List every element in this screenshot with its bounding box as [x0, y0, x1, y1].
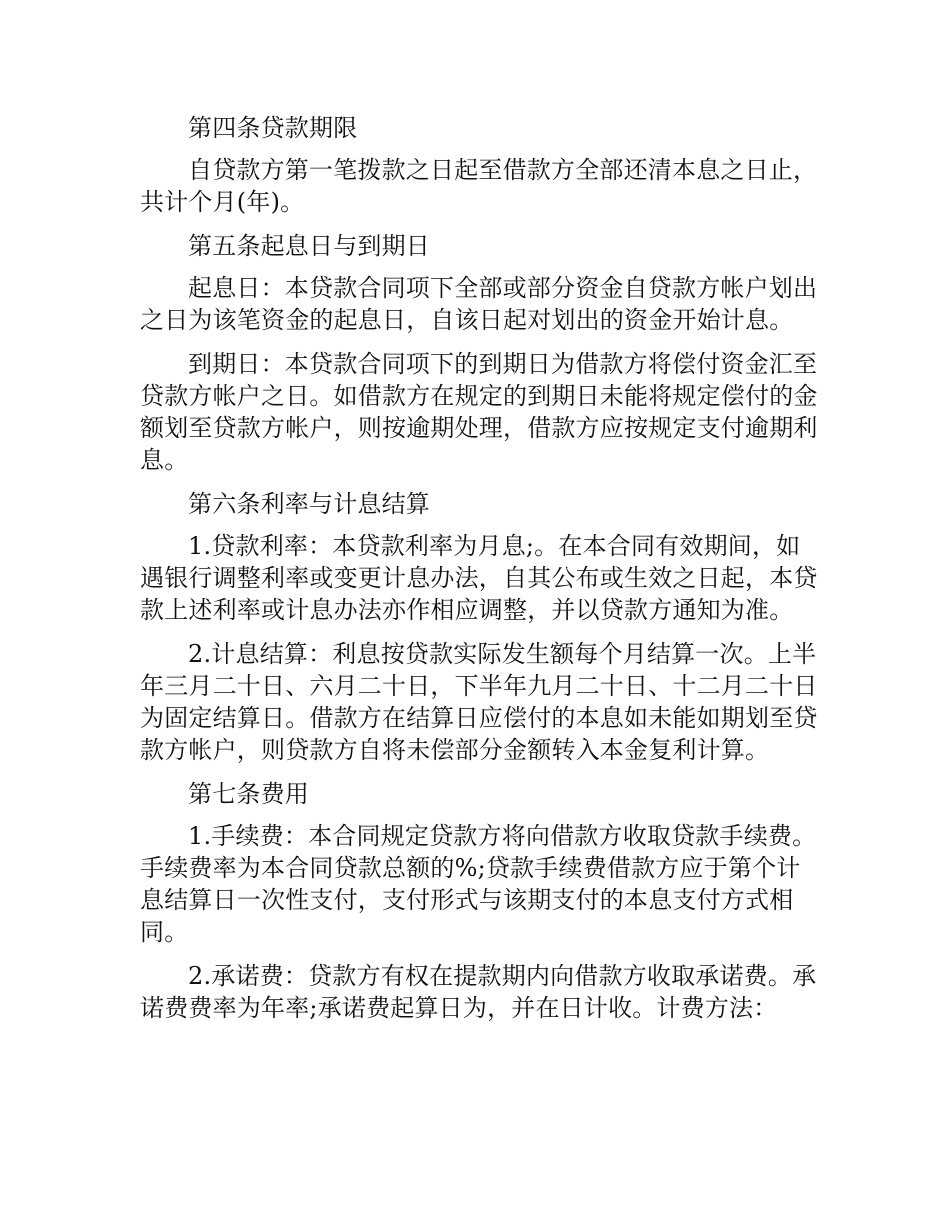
article-7-handling-fee: 1.手续费：本合同规定贷款方将向借款方收取贷款手续费。手续费率为本合同贷款总额的%;贷款手续费借款方应于第个计息结算日一次性支付，支付形式与该期支付的本息支付方式相同。: [140, 822, 817, 946]
article-5-title: 第五条起息日与到期日: [188, 232, 430, 260]
article-6-interest-rate: 1.贷款利率：本贷款利率为月息;。在本合同有效期间，如遇银行调整利率或变更计息办法，自其公布或生效之日起，本贷款上述利率或计息办法亦作相应调整，并以贷款方通知为准。: [140, 532, 818, 624]
article-5-interest-start: 起息日：本贷款合同项下全部或部分资金自贷款方帐户划出之日为该笔资金的起息日，自该日起对划出的资金开始计息。: [140, 274, 818, 334]
article-4-body: 自贷款方第一笔拨款之日起至借款方全部还清本息之日止，共计个月(年)。: [140, 156, 818, 216]
article-6-title: 第六条利率与计息结算: [188, 490, 430, 518]
contract-text: [140, 112, 820, 1036]
article-4-title: 第四条贷款期限: [188, 114, 358, 142]
article-7-title: 第七条费用: [188, 780, 309, 808]
article-5-maturity: 到期日：本贷款合同项下的到期日为借款方将偿付资金汇至贷款方帐户之日。如借款方在规定的到期日未能将规定偿付的金额划至贷款方帐户，则按逾期处理，借款方应按规定支付逾期利息。: [140, 350, 818, 474]
article-6-settlement: 2.计息结算：利息按贷款实际发生额每个月结算一次。上半年三月二十日、六月二十日，下半年九月二十日、十二月二十日为固定结算日。借款方在结算日应偿付的本息如未能如期划至贷款方帐户，则贷款方自将未偿部分金额转入本金复利计算。: [140, 640, 818, 764]
article-7-commitment-fee: 2.承诺费：贷款方有权在提款期内向借款方收取承诺费。承诺费费率为年率;承诺费起算日为，并在日计收。计费方法：: [140, 962, 817, 1022]
